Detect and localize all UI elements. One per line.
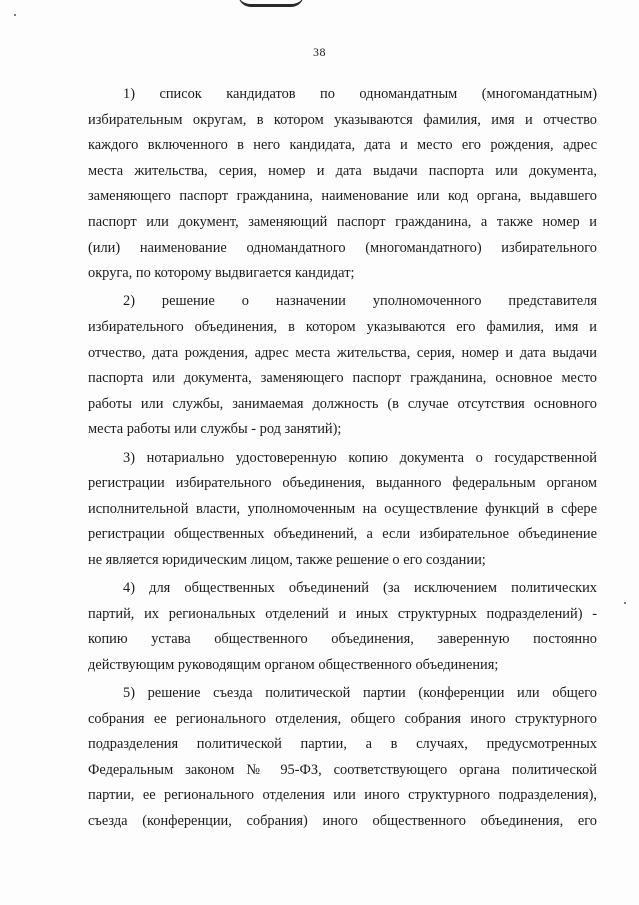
page-number: 38 <box>313 45 326 59</box>
text-line: собрания ее регионального отделения, общего собрания иного структурного <box>88 710 597 727</box>
document-body <box>88 82 597 837</box>
paragraph-1 <box>88 82 597 287</box>
text-line: регистрации общественных объединений, а если избирательное объединение <box>88 526 597 543</box>
text-line: партии, ее регионального отделения или иного структурного подразделения), <box>88 787 597 804</box>
text-line: места работы или службы - род занятий); <box>88 421 342 438</box>
text-line: 4) для общественных объединений (за исключением политических <box>123 580 597 597</box>
text-line: 5) решение съезда политической партии (конференции или общего <box>123 685 597 702</box>
text-line: 3) нотариально удостоверенную копию документа о государственной <box>123 449 597 466</box>
binding-mark <box>238 0 304 7</box>
paragraph-2 <box>88 289 597 443</box>
text-line: избирательного объединения, в котором указываются его фамилия, имя и <box>88 318 597 335</box>
paragraph-3 <box>88 446 597 574</box>
text-line: (или) наименование одномандатного (многомандатного) избирательного <box>88 239 597 256</box>
text-line: Федеральным законом № 95-ФЗ, соответствующего органа политической <box>88 761 597 778</box>
text-line: заменяющего паспорт гражданина, наименование или код органа, выдавшего <box>88 188 597 205</box>
text-line: работы или службы, занимаемая должность (в случае отсутствия основного <box>88 395 597 412</box>
text-line: исполнительной власти, уполномоченным на осуществление функций в сфере <box>88 500 597 517</box>
text-line: 1) список кандидатов по одномандатным (многомандатным) <box>123 86 597 102</box>
text-line: регистрации избирательного объединения, выданного федеральным органом <box>88 475 597 492</box>
scan-speck <box>14 14 16 16</box>
text-line: каждого включенного в него кандидата, дата и место его рождения, адрес <box>88 137 597 154</box>
text-line: места жительства, серия, номер и дата выдачи паспорта или документа, <box>88 162 597 179</box>
text-line: паспорта или документа, заменяющего паспорт гражданина, основное место <box>88 370 597 387</box>
text-line: не является юридическим лицом, также решение о его создании; <box>88 551 486 568</box>
text-line: паспорт или документ, заменяющий паспорт гражданина, а также номер и <box>88 213 597 230</box>
paragraph-4 <box>88 576 597 678</box>
text-line: подразделения политической партии, а в случаях, предусмотренных <box>88 736 597 753</box>
text-line: съезда (конференции, собрания) иного общественного объединения, его <box>88 813 597 829</box>
text-line: округа, по которому выдвигается кандидат; <box>88 265 355 282</box>
text-line: 2) решение о назначении уполномоченного представителя <box>123 293 597 310</box>
scan-speck <box>624 602 626 604</box>
text-line: отчество, дата рождения, адрес места жительства, серия, номер и дата выдачи <box>88 344 597 361</box>
text-line: копию устава общественного объединения, заверенную постоянно <box>88 631 597 648</box>
paragraph-5 <box>88 681 597 835</box>
text-line: избирательным округам, в котором указываются фамилия, имя и отчество <box>88 111 597 128</box>
text-line: действующим руководящим органом общественного объединения; <box>88 656 499 673</box>
text-line: партий, их региональных отделений и иных структурных подразделений) - <box>88 605 597 622</box>
